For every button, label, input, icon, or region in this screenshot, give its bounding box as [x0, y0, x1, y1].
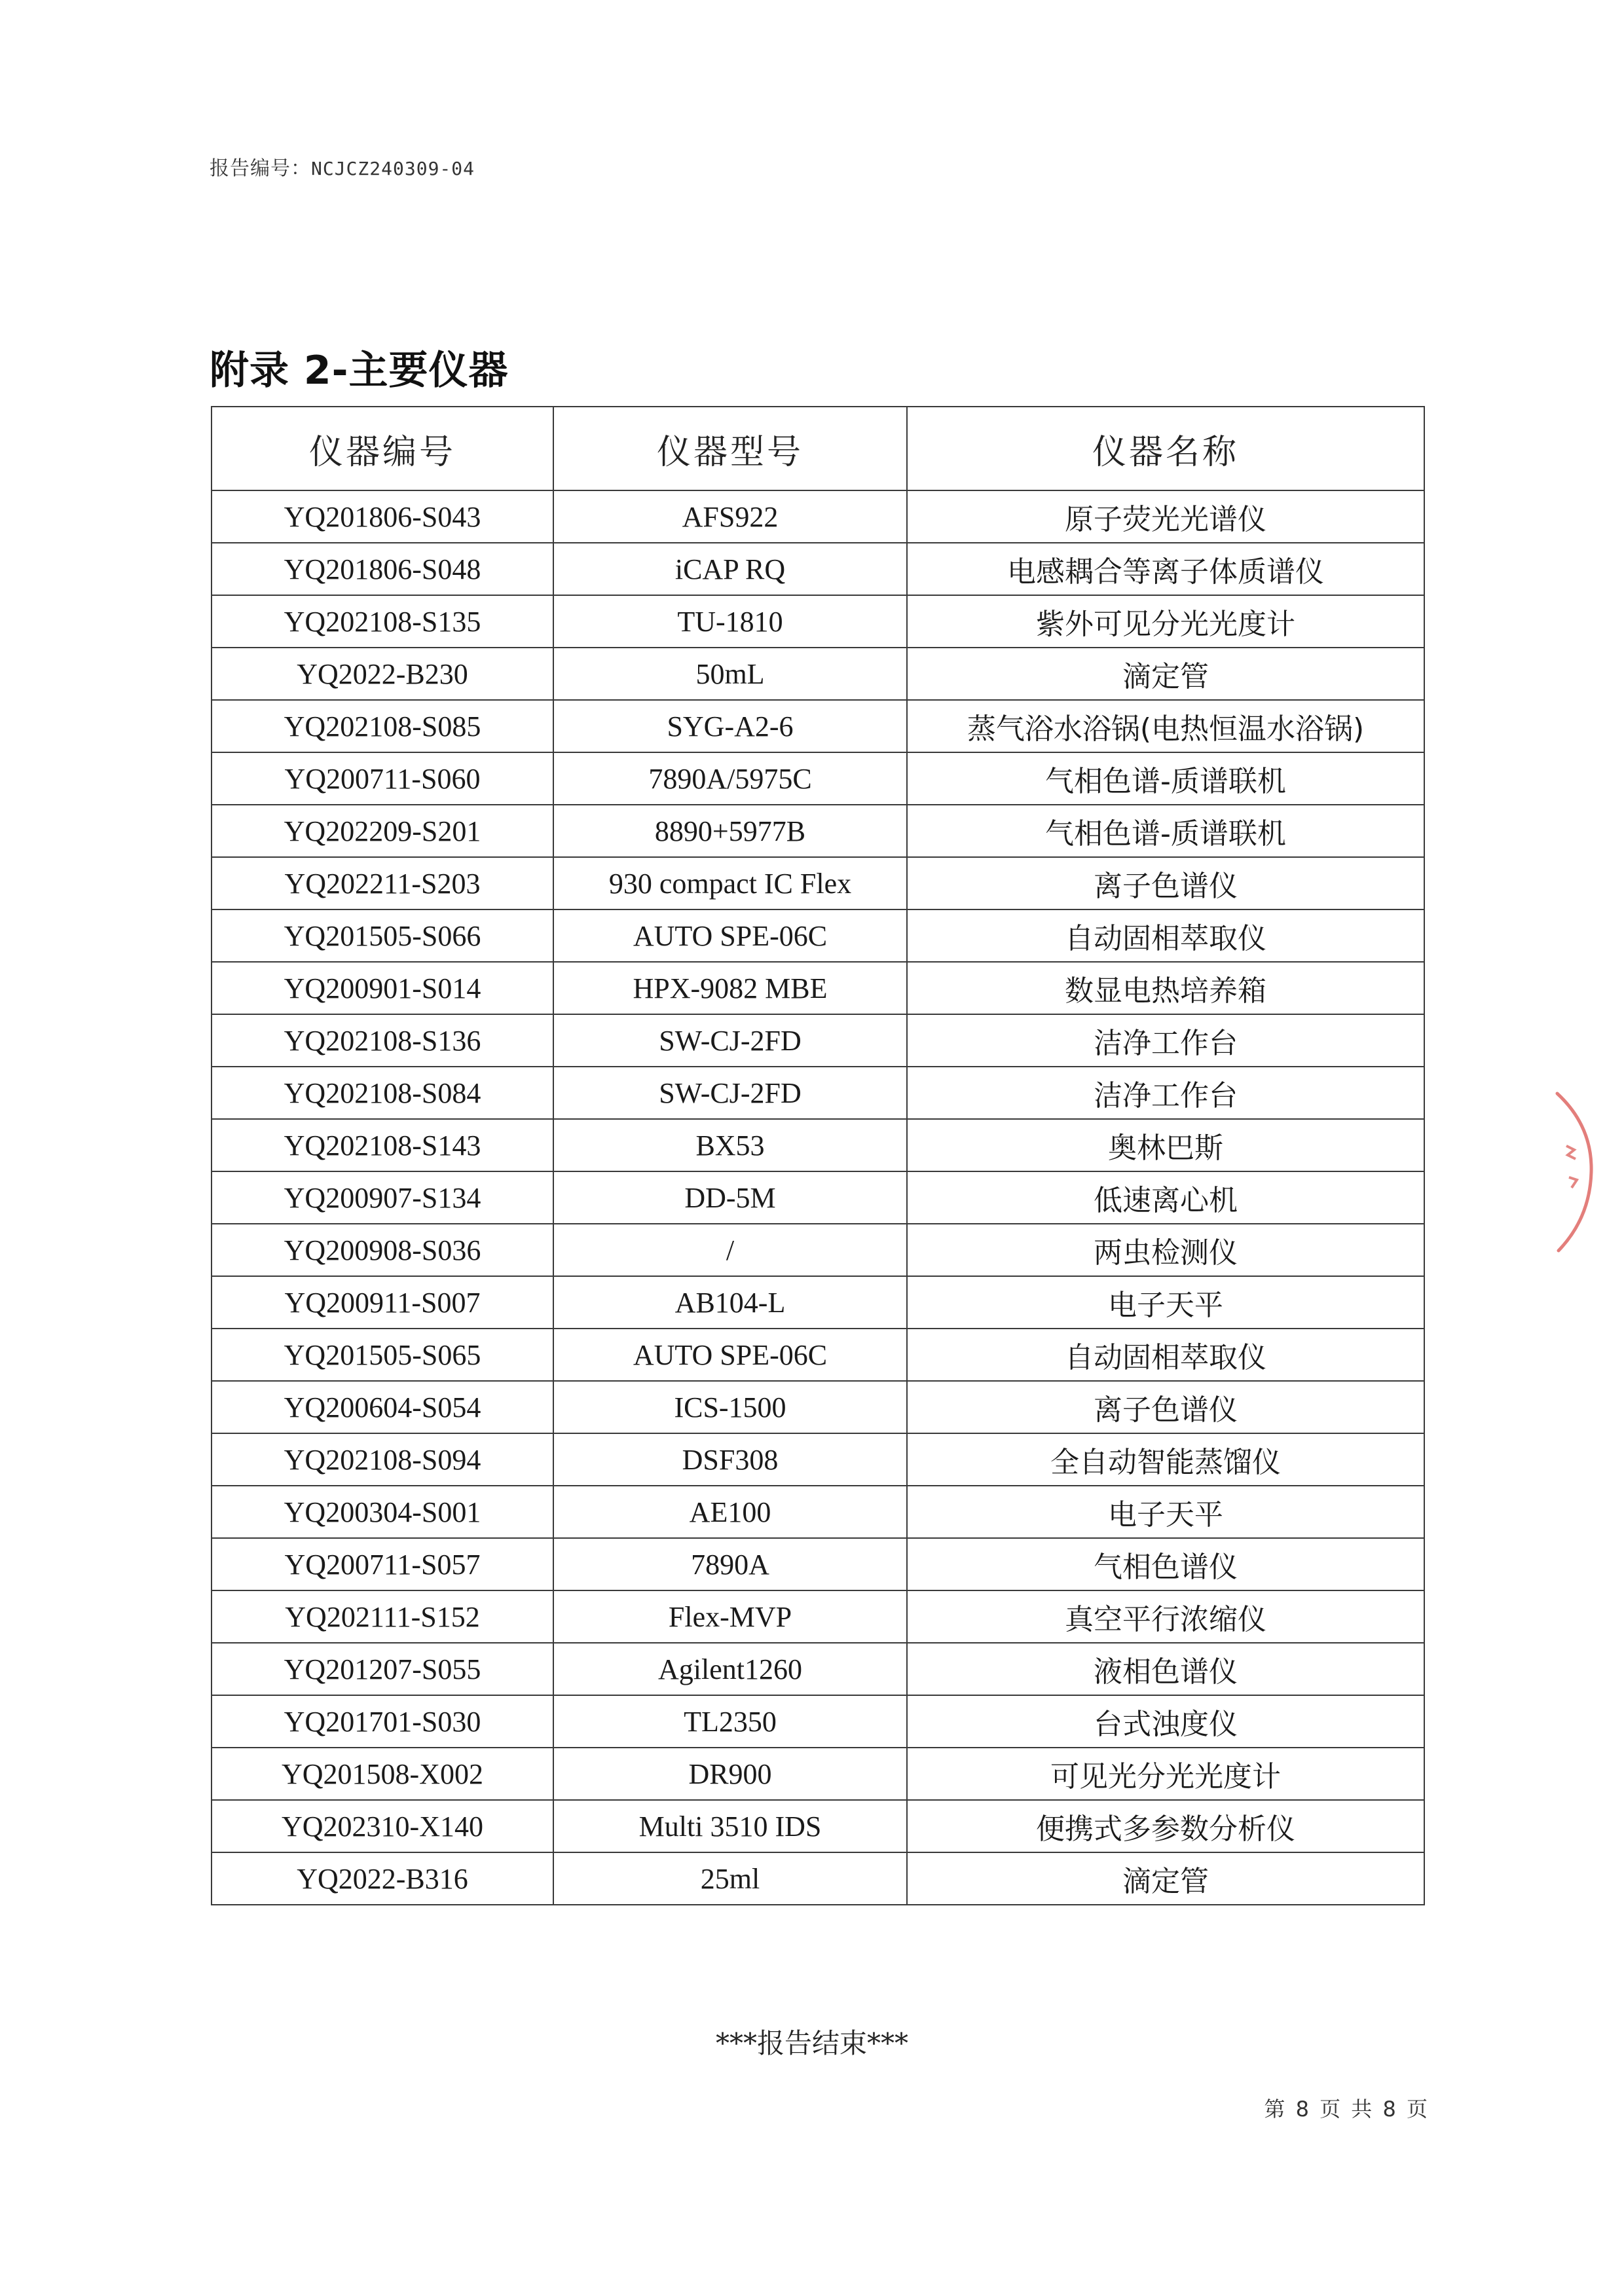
- instrument-model-cell: Agilent1260: [553, 1643, 907, 1695]
- instrument-model-cell: Flex-MVP: [553, 1590, 907, 1643]
- instrument-model-cell: 7890A/5975C: [553, 752, 907, 805]
- table-header: [212, 407, 1424, 490]
- instrument-id-cell: YQ201207-S055: [212, 1643, 553, 1695]
- seal-stamp-fragment: [1552, 1087, 1598, 1257]
- table-row: [212, 648, 1424, 700]
- report-number: [210, 152, 475, 181]
- table-row: [212, 805, 1424, 857]
- instrument-id-cell: YQ201806-S048: [212, 543, 553, 595]
- instrument-model-cell: AE100: [553, 1486, 907, 1538]
- instrument-id-cell: YQ202108-S085: [212, 700, 553, 752]
- instrument-name-cell: 离子色谱仪: [907, 1381, 1424, 1433]
- table-row: [212, 1590, 1424, 1643]
- instrument-model-cell: Multi 3510 IDS: [553, 1800, 907, 1852]
- table-row: [212, 1119, 1424, 1171]
- table-row: [212, 1800, 1424, 1852]
- page-number: 第 8 页 共 8 页: [1264, 2097, 1428, 2121]
- instrument-model-cell: 50mL: [553, 648, 907, 700]
- instrument-model-cell: AFS922: [553, 490, 907, 543]
- instrument-model-cell: SW-CJ-2FD: [553, 1067, 907, 1119]
- instrument-model-cell: DD-5M: [553, 1171, 907, 1224]
- instrument-id-cell: YQ202108-S136: [212, 1014, 553, 1067]
- instrument-id-cell: YQ2022-B316: [212, 1852, 553, 1905]
- table-row: [212, 1695, 1424, 1748]
- instrument-name-cell: 自动固相萃取仪: [907, 1329, 1424, 1381]
- instrument-name-cell: 奥林巴斯: [907, 1119, 1424, 1171]
- instrument-id-cell: YQ200711-S057: [212, 1538, 553, 1590]
- table-row: [212, 1014, 1424, 1067]
- table-row: [212, 1276, 1424, 1329]
- instrument-name-cell: 紫外可见分光光度计: [907, 595, 1424, 648]
- report-number-label: 报告编号：: [210, 157, 311, 180]
- instrument-model-cell: TU-1810: [553, 595, 907, 648]
- table-row: [212, 1643, 1424, 1695]
- instrument-model-cell: AUTO SPE-06C: [553, 909, 907, 962]
- instrument-name-cell: 离子色谱仪: [907, 857, 1424, 909]
- table-row: [212, 490, 1424, 543]
- instrument-name-cell: 洁净工作台: [907, 1014, 1424, 1067]
- instrument-name-cell: 全自动智能蒸馏仪: [907, 1433, 1424, 1486]
- table-row: [212, 700, 1424, 752]
- instrument-name-cell: 数显电热培养箱: [907, 962, 1424, 1014]
- instrument-id-cell: YQ201508-X002: [212, 1748, 553, 1800]
- table-body: [212, 490, 1424, 1905]
- instrument-id-cell: YQ201505-S066: [212, 909, 553, 962]
- instrument-model-cell: /: [553, 1224, 907, 1276]
- instrument-name-cell: 电子天平: [907, 1486, 1424, 1538]
- instrument-name-cell: 气相色谱-质谱联机: [907, 752, 1424, 805]
- instrument-model-cell: 25ml: [553, 1852, 907, 1905]
- instrument-model-cell: BX53: [553, 1119, 907, 1171]
- instrument-id-cell: YQ202108-S135: [212, 595, 553, 648]
- instrument-model-cell: 7890A: [553, 1538, 907, 1590]
- report-number-code: NCJCZ240309-04: [311, 158, 475, 179]
- instrument-id-cell: YQ200908-S036: [212, 1224, 553, 1276]
- instrument-id-cell: YQ200711-S060: [212, 752, 553, 805]
- column-header-model: 仪器型号: [553, 407, 907, 490]
- instrument-name-cell: 电感耦合等离子体质谱仪: [907, 543, 1424, 595]
- instrument-id-cell: YQ202211-S203: [212, 857, 553, 909]
- instrument-name-cell: 可见光分光光度计: [907, 1748, 1424, 1800]
- instrument-id-cell: YQ2022-B230: [212, 648, 553, 700]
- table-header-row: [212, 407, 1424, 490]
- instrument-id-cell: YQ202108-S094: [212, 1433, 553, 1486]
- instrument-name-cell: 滴定管: [907, 648, 1424, 700]
- instrument-model-cell: DR900: [553, 1748, 907, 1800]
- instrument-model-cell: AUTO SPE-06C: [553, 1329, 907, 1381]
- instrument-model-cell: SYG-A2-6: [553, 700, 907, 752]
- instrument-name-cell: 自动固相萃取仪: [907, 909, 1424, 962]
- instrument-name-cell: 气相色谱-质谱联机: [907, 805, 1424, 857]
- instrument-name-cell: 液相色谱仪: [907, 1643, 1424, 1695]
- instrument-name-cell: 滴定管: [907, 1852, 1424, 1905]
- table-row: [212, 1329, 1424, 1381]
- instrument-model-cell: iCAP RQ: [553, 543, 907, 595]
- instrument-model-cell: SW-CJ-2FD: [553, 1014, 907, 1067]
- table-row: [212, 1852, 1424, 1905]
- seal-mark: [1569, 1177, 1577, 1188]
- instrument-name-cell: 原子荧光光谱仪: [907, 490, 1424, 543]
- table-row: [212, 1381, 1424, 1433]
- table-row: [212, 1171, 1424, 1224]
- instrument-name-cell: 蒸气浴水浴锅(电热恒温水浴锅): [907, 700, 1424, 752]
- table-row: [212, 1433, 1424, 1486]
- table-row: [212, 752, 1424, 805]
- table-row: [212, 962, 1424, 1014]
- instrument-id-cell: YQ200304-S001: [212, 1486, 553, 1538]
- instrument-id-cell: YQ200911-S007: [212, 1276, 553, 1329]
- report-end-mark: ***报告结束***: [715, 2027, 908, 2059]
- instrument-id-cell: YQ202310-X140: [212, 1800, 553, 1852]
- instrument-model-cell: 8890+5977B: [553, 805, 907, 857]
- instrument-model-cell: DSF308: [553, 1433, 907, 1486]
- instrument-table: [211, 406, 1425, 1905]
- column-header-id: 仪器编号: [212, 407, 553, 490]
- seal-mark: [1566, 1146, 1576, 1159]
- table-row: [212, 1486, 1424, 1538]
- instrument-id-cell: YQ202108-S143: [212, 1119, 553, 1171]
- instrument-model-cell: 930 compact IC Flex: [553, 857, 907, 909]
- appendix-title: 附录 2-主要仪器: [210, 348, 509, 394]
- instrument-name-cell: 电子天平: [907, 1276, 1424, 1329]
- instrument-name-cell: 低速离心机: [907, 1171, 1424, 1224]
- table-row: [212, 543, 1424, 595]
- instrument-name-cell: 洁净工作台: [907, 1067, 1424, 1119]
- instrument-model-cell: TL2350: [553, 1695, 907, 1748]
- instrument-id-cell: YQ202111-S152: [212, 1590, 553, 1643]
- instrument-id-cell: YQ200901-S014: [212, 962, 553, 1014]
- instrument-name-cell: 便携式多参数分析仪: [907, 1800, 1424, 1852]
- instrument-name-cell: 台式浊度仪: [907, 1695, 1424, 1748]
- table-row: [212, 857, 1424, 909]
- instrument-id-cell: YQ202108-S084: [212, 1067, 553, 1119]
- table-row: [212, 595, 1424, 648]
- instrument-name-cell: 气相色谱仪: [907, 1538, 1424, 1590]
- instrument-id-cell: YQ201806-S043: [212, 490, 553, 543]
- table-row: [212, 909, 1424, 962]
- instrument-name-cell: 真空平行浓缩仪: [907, 1590, 1424, 1643]
- instrument-id-cell: YQ200604-S054: [212, 1381, 553, 1433]
- instrument-model-cell: ICS-1500: [553, 1381, 907, 1433]
- seal-arc: [1557, 1093, 1591, 1251]
- instrument-id-cell: YQ202209-S201: [212, 805, 553, 857]
- instrument-id-cell: YQ200907-S134: [212, 1171, 553, 1224]
- table-row: [212, 1067, 1424, 1119]
- table-row: [212, 1538, 1424, 1590]
- instrument-id-cell: YQ201701-S030: [212, 1695, 553, 1748]
- instrument-model-cell: HPX-9082 MBE: [553, 962, 907, 1014]
- instrument-name-cell: 两虫检测仪: [907, 1224, 1424, 1276]
- instrument-model-cell: AB104-L: [553, 1276, 907, 1329]
- instrument-id-cell: YQ201505-S065: [212, 1329, 553, 1381]
- table-row: [212, 1748, 1424, 1800]
- table-row: [212, 1224, 1424, 1276]
- column-header-name: 仪器名称: [907, 407, 1424, 490]
